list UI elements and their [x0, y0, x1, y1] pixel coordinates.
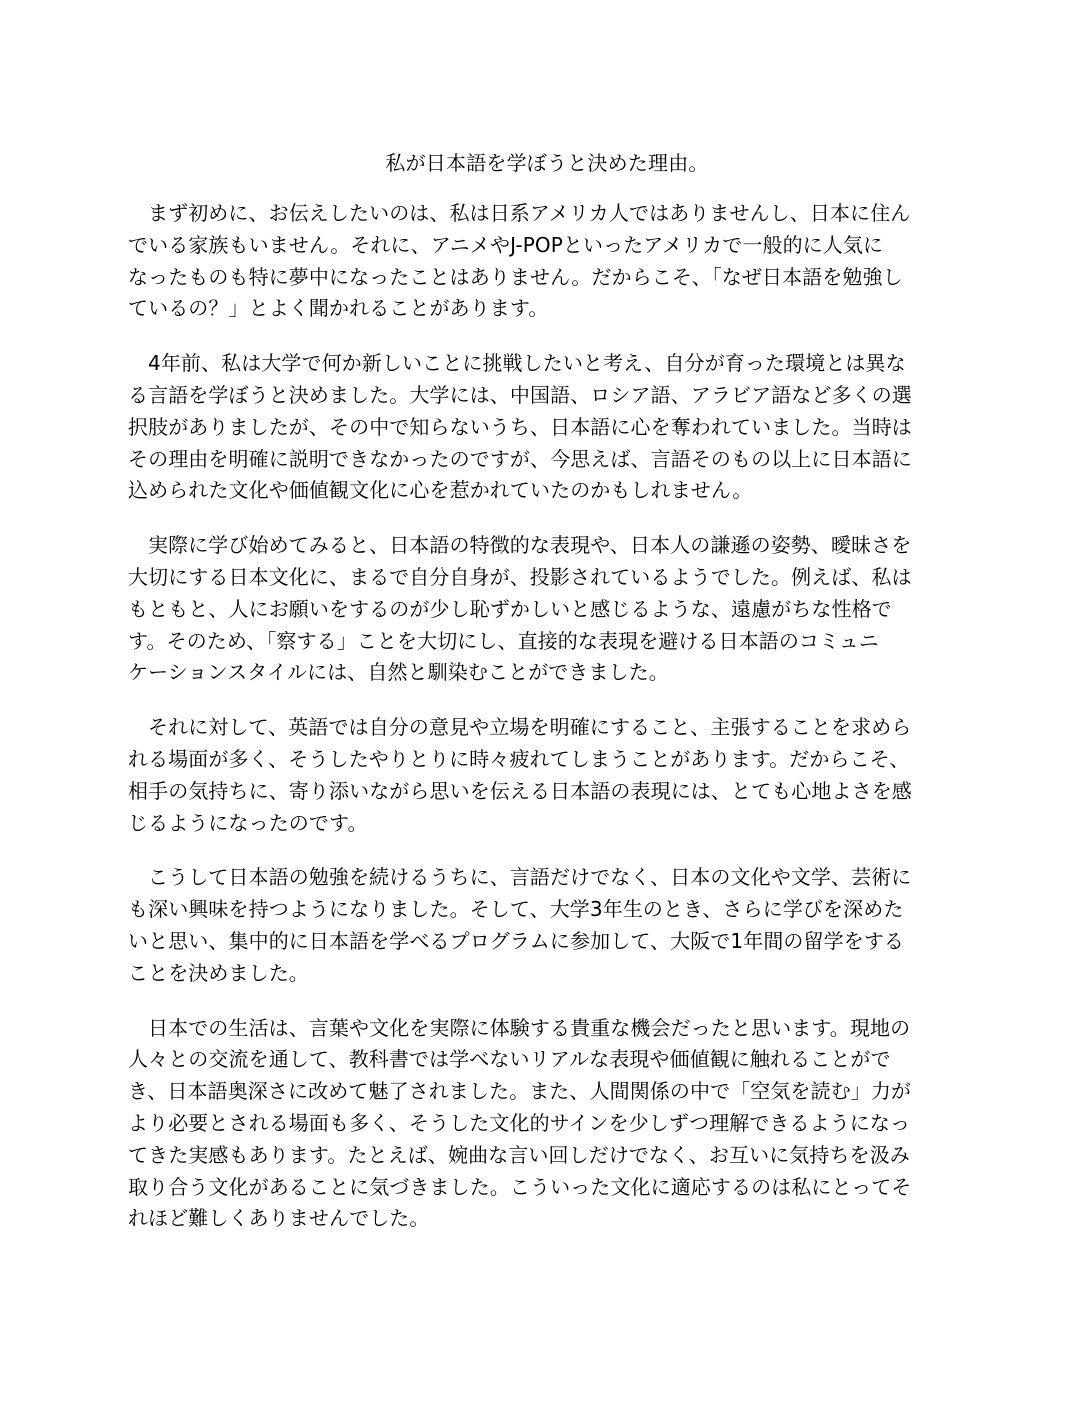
paragraph-line: れほど難しくありませんでした。 — [128, 1206, 430, 1231]
paragraph-line: 取り合う文化があることに気づきました。こういった文化に適応するのは私にとってそ — [128, 1174, 912, 1199]
paragraph-line: 大切にする日本文化に、まるで自分自身が、投影されているようでした。例えば、私は — [128, 564, 912, 589]
body-paragraph — [128, 712, 966, 839]
paragraph-line: れる場面が多く、そうしたやりとりに時々疲れてしまうことがあります。だからこそ、 — [128, 746, 910, 771]
paragraph-line: ことを決めました。 — [128, 960, 309, 985]
paragraph-line: き、日本語奥深さに改めて魅了されました。また、人間関係の中で「空気を読む」力が — [128, 1079, 912, 1104]
paragraph-line: 択肢がありましたが、その中で知らないうち、日本語に心を奪われていました。当時は — [128, 414, 912, 439]
paragraph-line: まず初めに、お伝えしたいのは、私は日系アメリカ人ではありませんし、日本に住ん — [148, 201, 911, 225]
paragraph-line: いと思い、集中的に日本語を学べるプログラムに参加して、大阪で1年間の留学をする — [128, 928, 905, 953]
paragraph-line: でいる家族もいません。それに、アニメやJ-POPといったアメリカで一般的に人気に — [128, 232, 884, 257]
paragraph-line: こうして日本語の勉強を続けるうちに、言語だけでなく、日本の文化や文学、芸術に — [148, 865, 912, 890]
body-paragraph — [128, 530, 966, 689]
paragraph-line: ているの？」とよく聞かれることがあります。 — [128, 296, 549, 321]
paragraph-line: それに対して、英語では自分の意見や立場を明確にすること、主張することを求めら — [148, 715, 912, 740]
paragraph-line: じるようになったのです。 — [128, 810, 368, 835]
paragraph-line: てきた実感もあります。たとえば、婉曲な言い回しだけでなく、お互いに気持ちを汲み — [128, 1142, 910, 1167]
body-paragraph — [128, 348, 966, 507]
paragraph-line: 相手の気持ちに、寄り添いながら思いを伝える日本語の表現には、とても心地よさを感 — [128, 778, 912, 803]
document-title: 私が日本語を学ぼうと決めた理由。 — [385, 151, 709, 175]
paragraph-line: ケーションスタイルには、自然と馴染むことができました。 — [128, 660, 669, 685]
body-paragraph — [128, 1013, 966, 1236]
body-paragraph — [128, 862, 966, 989]
paragraph-line: も深い興味を持つようになりました。そして、大学3年生のとき、さらに学びを深めた — [128, 897, 904, 922]
paragraph-line: す。そのため、「察する」ことを大切にし、直接的な表現を避ける日本語のコミュニ — [128, 628, 879, 653]
paragraph-line: もともと、人にお願いをするのが少し恥ずかしいと感じるような、遠慮がちな性格で — [128, 596, 892, 621]
paragraph-line: 込められた文化や価値観文化に心を惹かれていたのかもしれません。 — [128, 478, 753, 503]
document-page — [128, 146, 966, 1258]
paragraph-line: 人々との交流を通して、教科書では学べないリアルな表現や価値観に触れることがで — [128, 1047, 891, 1072]
paragraph-line: 日本での生活は、言葉や文化を実際に体験する貴重な機会だったと思います。現地の — [148, 1015, 911, 1040]
paragraph-line: なったものも特に夢中になったことはありません。だからこそ、「なぜ日本語を勉強し — [128, 264, 903, 289]
body-paragraph — [128, 198, 966, 325]
paragraph-line: より必要とされる場面も多く、そうした文化的サインを少しずつ理解できるようになっ — [128, 1110, 911, 1135]
paragraph-line: 実際に学び始めてみると、日本語の特徴的な表現や、日本人の謙遜の姿勢、曖昧さを — [148, 533, 912, 558]
document-body — [128, 198, 966, 1235]
paragraph-line: その理由を明確に説明できなかったのですが、今思えば、言語そのもの以上に日本語に — [128, 446, 912, 471]
paragraph-line: 4年前、私は大学で何か新しいことに挑戦したいと考え、自分が育った環境とは異な — [148, 351, 906, 376]
paragraph-line: る言語を学ぼうと決めました。大学には、中国語、ロシア語、アラビア語など多くの選 — [128, 382, 912, 407]
